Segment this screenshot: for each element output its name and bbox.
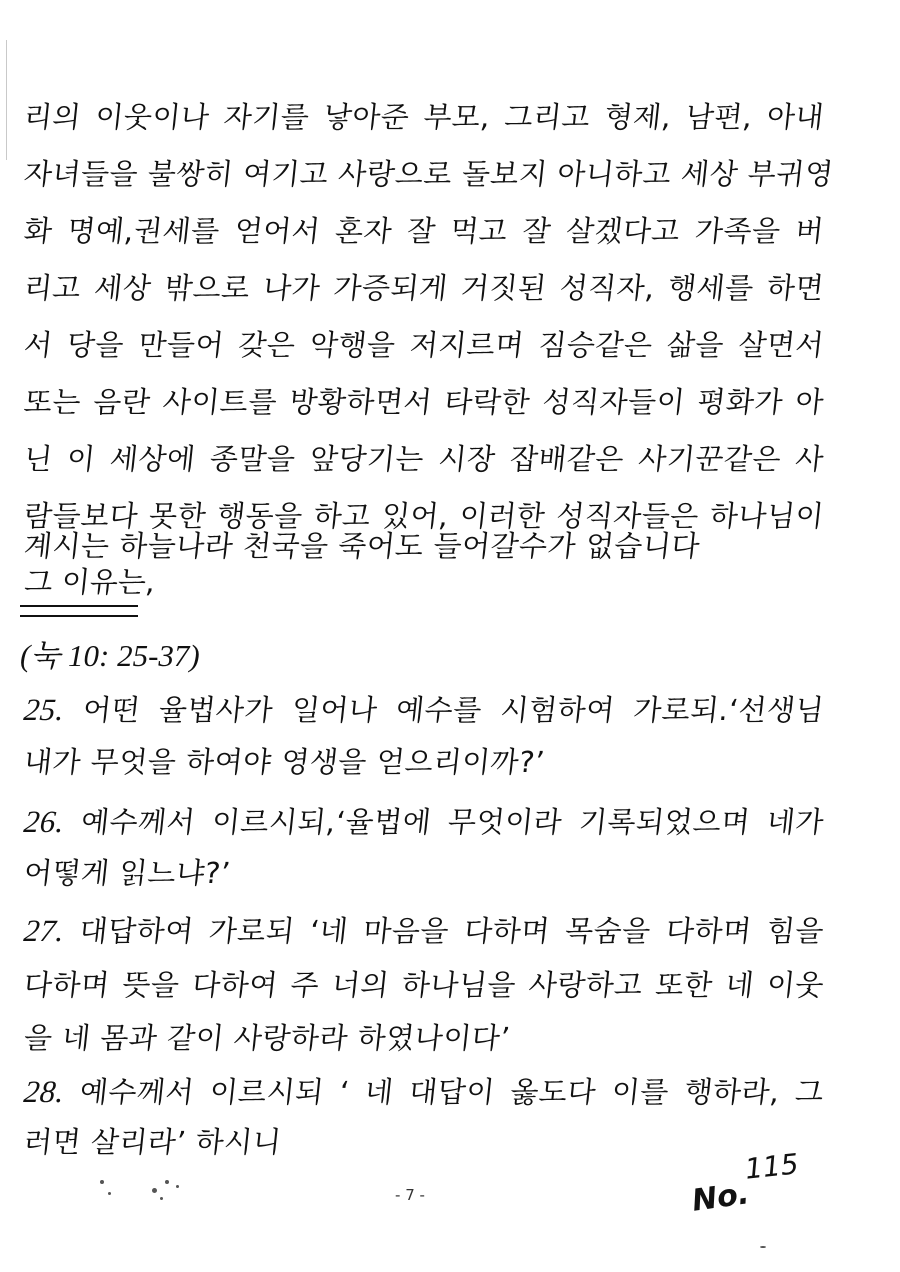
verse-number: 25. — [22, 692, 67, 727]
verse-text: 예수께서 이르시되,‘율법에 무엇이라 기록되었으며 네가 — [79, 805, 826, 839]
scan-speck — [152, 1188, 157, 1193]
scan-speck — [760, 1246, 766, 1248]
body-line-6: 또는 음란 사이트를 방황하면서 타락한 성직자들이 평화가 아 — [22, 385, 826, 419]
body-line-7: 닌 이 세상에 종말을 앞당기는 시장 잡배같은 사기꾼같은 사 — [22, 442, 826, 476]
scripture-citation: (눅 10: 25-37) — [20, 638, 200, 673]
verse-25-line — [22, 688, 826, 729]
heading-double-underline — [20, 605, 138, 617]
verse-text: 어떤 율법사가 일어나 예수를 시험하여 가로되.‘선생님 — [81, 693, 826, 727]
body-line-3: 화 명예,권세를 얻어서 혼자 잘 먹고 잘 살겠다고 가족을 버 — [22, 214, 826, 248]
verse-text: 예수께서 이르시되 ‘ 네 대답이 옳도다 이를 행하라, 그 — [78, 1075, 826, 1109]
verse-number: 27. — [22, 913, 67, 948]
body-line-4: 리고 세상 밖으로 나가 가증되게 거짓된 성직자, 행세를 하면 — [22, 271, 826, 305]
verse-text: 대답하여 가로되 ‘네 마음을 다하며 목숨을 다하며 힘을 — [77, 914, 826, 948]
verse-number: 26. — [22, 804, 67, 839]
body-line-1: 리의 이웃이나 자기를 낳아준 부모, 그리고 형제, 남편, 아내 — [22, 100, 826, 134]
verse-27-continuation-2: 을 네 몸과 같이 사랑하라 하였나이다’ — [22, 1021, 512, 1055]
handwritten-stamp-label: No. — [689, 1176, 752, 1219]
body-line-2: 자녀들을 불쌍히 여기고 사랑으로 돌보지 아니하고 세상 부귀영 — [22, 157, 836, 191]
verse-27-continuation-1: 다하며 뜻을 다하여 주 너의 하나님을 사랑하고 또한 네 이웃 — [22, 968, 826, 1002]
scan-speck — [160, 1197, 163, 1200]
body-line-8: 람들보다 못한 행동을 하고 있어, 이러한 성직자들은 하나님이 — [22, 499, 826, 533]
verse-28-continuation: 러면 살리라’ 하시니 — [22, 1125, 284, 1159]
scan-edge-mark — [6, 40, 7, 160]
verse-26-line — [22, 800, 826, 841]
scan-speck — [108, 1192, 111, 1195]
body-line-9: 계시는 하늘나라 천국을 죽어도 들어갈수가 없습니다 — [22, 529, 702, 563]
verse-28-line — [22, 1070, 826, 1111]
scan-speck — [165, 1180, 169, 1184]
verse-25-continuation: 내가 무엇을 하여야 영생을 얻으리이까?’ — [22, 745, 547, 779]
scan-speck — [100, 1180, 104, 1184]
scan-speck — [176, 1185, 179, 1188]
handwritten-stamp-number: 115 — [743, 1147, 801, 1186]
page-number: - 7 - — [395, 1186, 425, 1204]
body-line-5: 서 당을 만들어 갖은 악행을 저지르며 짐승같은 삶을 살면서 — [22, 328, 826, 362]
verse-26-continuation: 어떻게 읽느냐?’ — [22, 856, 233, 890]
section-heading: 그 이유는, — [22, 565, 157, 599]
verse-number: 28. — [22, 1074, 67, 1109]
verse-27-line — [22, 909, 826, 950]
